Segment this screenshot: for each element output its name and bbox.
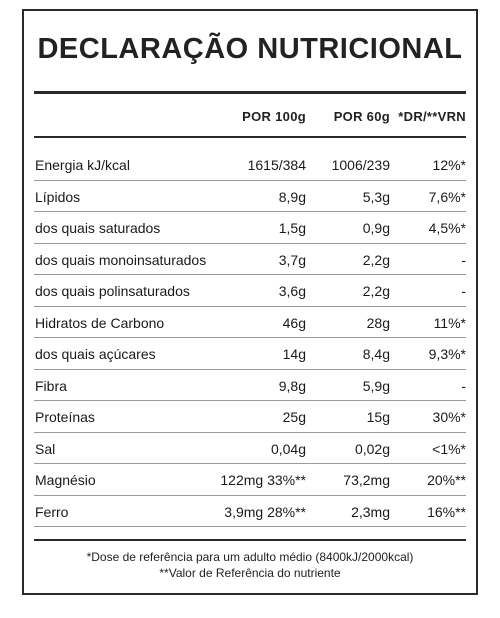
value-per-60g: 5,3g — [362, 188, 390, 205]
nutrition-panel — [22, 9, 478, 595]
value-reference-intake: 11%* — [433, 314, 466, 331]
nutrient-name: dos quais monoinsaturados — [35, 251, 207, 268]
nutrient-name: Sal — [35, 440, 56, 457]
value-per-100g: 14g — [282, 346, 306, 362]
nutrient-row — [34, 181, 466, 213]
value-per-100g: 25g — [282, 409, 306, 425]
nutrient-row — [34, 212, 466, 244]
nutrient-name: Ferro — [35, 503, 69, 520]
panel-title: DECLARAÇÃO NUTRICIONAL — [37, 33, 463, 65]
value-per-60g: 28g — [366, 314, 390, 331]
value-reference-intake: 7,6%* — [428, 188, 466, 205]
value-per-60g: 0,02g — [354, 440, 390, 457]
value-per-100g: 3,7g — [278, 251, 306, 268]
value-reference-intake: <1%* — [432, 440, 466, 457]
value-per-60g: 5,9g — [362, 377, 390, 394]
value-per-100g: 1,5g — [278, 220, 306, 236]
nutrient-row — [34, 244, 466, 276]
nutrient-row — [34, 433, 466, 465]
value-per-100g: 46g — [282, 314, 306, 331]
header-divider — [34, 136, 466, 138]
value-reference-intake: 30%* — [432, 409, 466, 425]
nutrient-row — [34, 496, 466, 528]
nutrient-row — [34, 275, 466, 307]
footnote-nutrient-reference: **Valor de Referência do nutriente — [159, 566, 341, 580]
nutrient-row — [34, 401, 466, 433]
nutrient-name: dos quais açúcares — [35, 346, 156, 362]
nutrient-name: Hidratos de Carbono — [35, 314, 165, 331]
nutrient-name: Magnésio — [35, 472, 96, 488]
value-reference-intake: 20%** — [427, 472, 466, 488]
header-per-60g: POR 60g — [333, 109, 390, 124]
footnote-reference-intake: *Dose de referência para um adulto médio (8400kJ/2000kcal) — [86, 550, 414, 564]
value-per-60g: 15g — [366, 409, 390, 425]
value-per-100g: 1615/384 — [247, 157, 306, 173]
value-reference-intake: 4,5%* — [428, 220, 466, 236]
header-per-100g: POR 100g — [242, 109, 306, 124]
value-per-100g: 8,9g — [278, 188, 306, 205]
header-reference-intake: *DR/**VRN — [398, 109, 466, 124]
nutrient-name: Fibra — [35, 377, 67, 394]
footer-divider — [34, 539, 466, 541]
value-reference-intake: - — [461, 251, 466, 268]
value-per-60g: 2,3mg — [351, 503, 390, 520]
value-reference-intake: 16%** — [427, 503, 466, 520]
nutrient-name: Energia kJ/kcal — [35, 157, 130, 173]
value-per-100g: 3,9mg 28%** — [224, 503, 306, 520]
value-per-60g: 2,2g — [362, 251, 390, 268]
value-per-60g: 1006/239 — [331, 157, 390, 173]
nutrient-name: Proteínas — [35, 409, 95, 425]
nutrient-row — [34, 307, 466, 339]
title-divider — [34, 91, 466, 94]
nutrient-name: Lípidos — [35, 188, 81, 205]
value-per-100g: 3,6g — [278, 283, 306, 299]
value-reference-intake: - — [461, 283, 466, 299]
nutrient-name: dos quais saturados — [35, 220, 161, 236]
nutrient-row — [34, 464, 466, 496]
value-per-60g: 8,4g — [362, 346, 390, 362]
value-per-100g: 0,04g — [270, 440, 306, 457]
value-per-100g: 122mg 33%** — [220, 472, 306, 488]
value-reference-intake: 12%* — [432, 157, 466, 173]
value-per-60g: 2,2g — [362, 283, 390, 299]
nutrient-row — [34, 149, 466, 181]
value-reference-intake: - — [461, 377, 466, 394]
value-per-60g: 73,2mg — [343, 472, 390, 488]
nutrient-row — [34, 338, 466, 370]
value-reference-intake: 9,3%* — [428, 346, 466, 362]
nutrient-table — [34, 149, 466, 527]
value-per-60g: 0,9g — [362, 220, 390, 236]
nutrient-row — [34, 370, 466, 402]
nutrient-name: dos quais polinsaturados — [35, 283, 190, 299]
value-per-100g: 9,8g — [278, 377, 306, 394]
